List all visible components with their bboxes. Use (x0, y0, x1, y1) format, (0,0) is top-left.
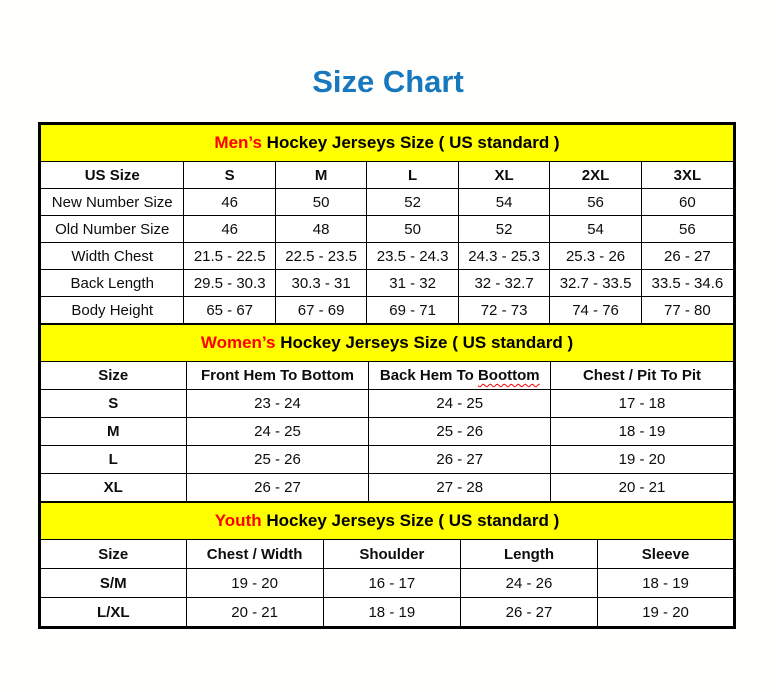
womens-section-header: Women’s Hockey Jerseys Size ( US standard ) (41, 325, 734, 362)
youth-value-cell: 19 - 20 (598, 598, 734, 627)
womens-value-cell: 25 - 26 (369, 418, 551, 446)
mens-value-cell: 21.5 - 22.5 (184, 243, 275, 270)
womens-value-cell: 20 - 21 (551, 474, 734, 502)
mens-value-cell: 54 (550, 216, 641, 243)
youth-column-header: Length (460, 540, 597, 569)
mens-value-cell: 48 (275, 216, 366, 243)
mens-value-cell: 56 (550, 189, 641, 216)
youth-column-header: Size (41, 540, 187, 569)
mens-header-accent: Men’s (214, 133, 262, 152)
mens-value-cell: 30.3 - 31 (275, 270, 366, 297)
mens-value-cell: 67 - 69 (275, 297, 366, 324)
womens-column-header: Chest / Pit To Pit (551, 362, 734, 390)
youth-table-row (41, 569, 734, 598)
mens-row-label: Body Height (41, 297, 184, 324)
youth-row-label: S/M (41, 569, 187, 598)
womens-row-label: L (41, 446, 187, 474)
youth-table-row (41, 598, 734, 627)
youth-section-header: Youth Hockey Jerseys Size ( US standard ) (41, 503, 734, 540)
womens-section-band (41, 325, 734, 362)
misspelled-word: Boottom (477, 367, 540, 384)
womens-value-cell: 26 - 27 (186, 474, 369, 502)
mens-value-cell: 23.5 - 24.3 (367, 243, 458, 270)
womens-value-cell: 24 - 25 (186, 418, 369, 446)
mens-row-label: Width Chest (41, 243, 184, 270)
womens-value-cell: 19 - 20 (551, 446, 734, 474)
mens-value-cell: 77 - 80 (641, 297, 733, 324)
youth-value-cell: 20 - 21 (186, 598, 323, 627)
womens-value-cell: 25 - 26 (186, 446, 369, 474)
womens-row-label: M (41, 418, 187, 446)
mens-column-header: M (275, 162, 366, 189)
womens-table-row (41, 390, 734, 418)
mens-value-cell: 26 - 27 (641, 243, 733, 270)
mens-value-cell: 69 - 71 (367, 297, 458, 324)
mens-value-cell: 31 - 32 (367, 270, 458, 297)
mens-value-cell: 54 (458, 189, 549, 216)
mens-column-header: US Size (41, 162, 184, 189)
mens-row-label: Old Number Size (41, 216, 184, 243)
mens-value-cell: 29.5 - 30.3 (184, 270, 275, 297)
womens-value-cell: 26 - 27 (369, 446, 551, 474)
youth-header-accent: Youth (214, 511, 262, 530)
womens-value-cell: 24 - 25 (369, 390, 551, 418)
womens-row-label: S (41, 390, 187, 418)
mens-table-row (41, 216, 734, 243)
mens-section-band (41, 125, 734, 162)
mens-value-cell: 32.7 - 33.5 (550, 270, 641, 297)
mens-column-header-row (41, 162, 734, 189)
youth-value-cell: 16 - 17 (323, 569, 460, 598)
womens-row-label: XL (41, 474, 187, 502)
youth-row-label: L/XL (41, 598, 187, 627)
mens-table-row (41, 189, 734, 216)
mens-column-header: L (367, 162, 458, 189)
page-title: Size Chart (312, 64, 464, 99)
womens-table-row (41, 446, 734, 474)
mens-row-label: Back Length (41, 270, 184, 297)
youth-value-cell: 26 - 27 (460, 598, 597, 627)
mens-column-header: S (184, 162, 275, 189)
size-chart-tables (38, 122, 736, 629)
youth-column-header: Sleeve (598, 540, 734, 569)
mens-table-row (41, 297, 734, 324)
womens-column-header: Front Hem To Bottom (186, 362, 369, 390)
youth-section-band (41, 503, 734, 540)
youth-value-cell: 18 - 19 (598, 569, 734, 598)
mens-value-cell: 52 (458, 216, 549, 243)
mens-value-cell: 60 (641, 189, 733, 216)
youth-value-cell: 18 - 19 (323, 598, 460, 627)
mens-column-header: 3XL (641, 162, 733, 189)
womens-value-cell: 17 - 18 (551, 390, 734, 418)
youth-column-header: Chest / Width (186, 540, 323, 569)
womens-value-cell: 27 - 28 (369, 474, 551, 502)
mens-value-cell: 52 (367, 189, 458, 216)
mens-section-header: Men’s Hockey Jerseys Size ( US standard ) (41, 125, 734, 162)
womens-column-header: Back Hem To Boottom (369, 362, 551, 390)
womens-size-table (40, 324, 734, 502)
mens-value-cell: 50 (275, 189, 366, 216)
womens-column-header-row (41, 362, 734, 390)
womens-table-row (41, 418, 734, 446)
mens-value-cell: 46 (184, 216, 275, 243)
youth-value-cell: 19 - 20 (186, 569, 323, 598)
youth-column-header: Shoulder (323, 540, 460, 569)
mens-value-cell: 33.5 - 34.6 (641, 270, 733, 297)
mens-value-cell: 72 - 73 (458, 297, 549, 324)
mens-value-cell: 50 (367, 216, 458, 243)
mens-value-cell: 24.3 - 25.3 (458, 243, 549, 270)
youth-column-header-row (41, 540, 734, 569)
mens-table-row (41, 243, 734, 270)
womens-value-cell: 23 - 24 (186, 390, 369, 418)
womens-table-row (41, 474, 734, 502)
mens-value-cell: 25.3 - 26 (550, 243, 641, 270)
mens-size-table (40, 124, 734, 324)
mens-value-cell: 56 (641, 216, 733, 243)
youth-size-table (40, 502, 734, 627)
youth-value-cell: 24 - 26 (460, 569, 597, 598)
mens-row-label: New Number Size (41, 189, 184, 216)
mens-value-cell: 74 - 76 (550, 297, 641, 324)
mens-column-header: 2XL (550, 162, 641, 189)
womens-column-header: Size (41, 362, 187, 390)
womens-value-cell: 18 - 19 (551, 418, 734, 446)
mens-value-cell: 22.5 - 23.5 (275, 243, 366, 270)
mens-column-header: XL (458, 162, 549, 189)
mens-value-cell: 65 - 67 (184, 297, 275, 324)
mens-table-row (41, 270, 734, 297)
mens-value-cell: 32 - 32.7 (458, 270, 549, 297)
womens-header-accent: Women’s (200, 333, 276, 352)
mens-value-cell: 46 (184, 189, 275, 216)
